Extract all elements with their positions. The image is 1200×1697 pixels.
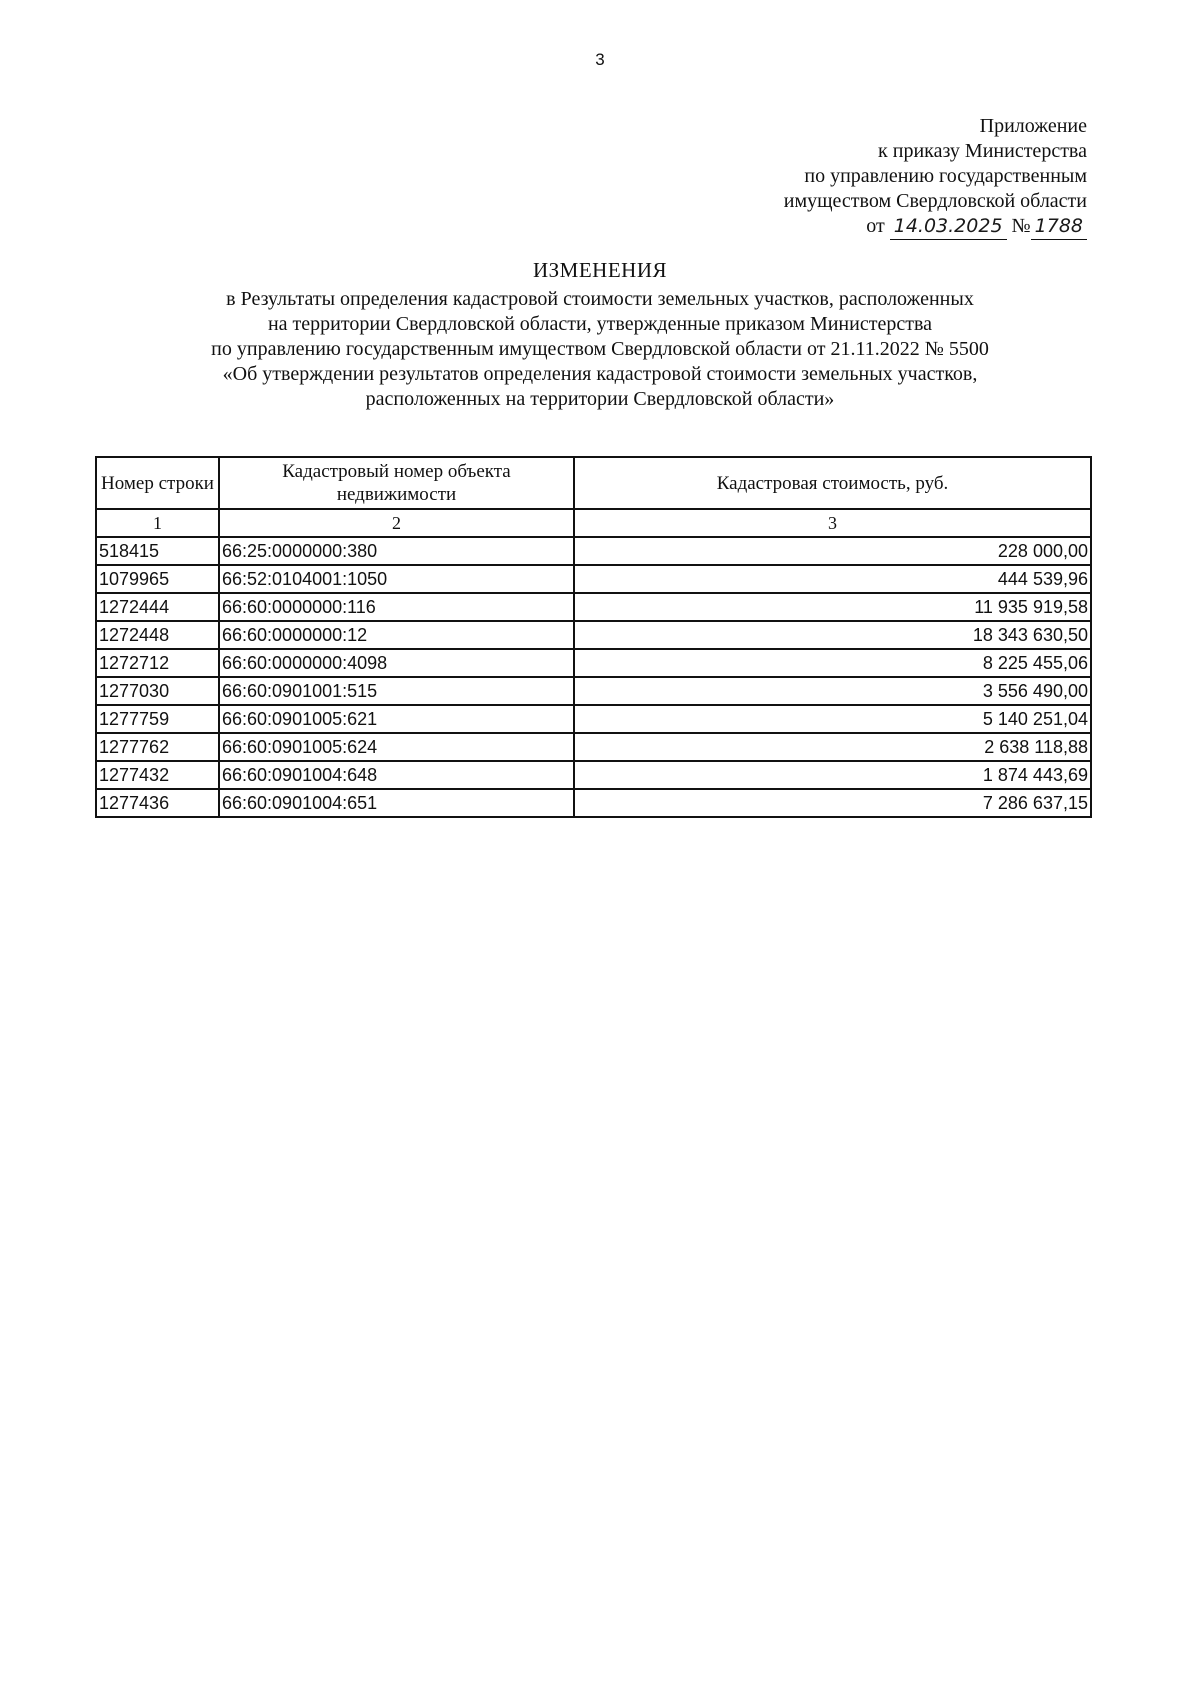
cadastral-number-cell: 66:52:0104001:1050: [219, 565, 574, 593]
document-title: ИЗМЕНЕНИЯ: [532, 258, 668, 282]
appendix-line: Приложение: [979, 115, 1087, 137]
order-date-number: [784, 214, 1087, 240]
column-number: 1: [96, 509, 219, 537]
table-row: [96, 593, 1091, 621]
cadastral-value-cell: 18 343 630,50: [574, 621, 1091, 649]
document-subtitle: [0, 287, 1200, 412]
row-number-cell: 1277759: [96, 705, 219, 733]
table-row: [96, 761, 1091, 789]
subtitle-line: расположенных на территории Свердловской области»: [365, 388, 835, 410]
cadastral-value-cell: 1 874 443,69: [574, 761, 1091, 789]
cadastral-number-cell: 66:60:0901005:624: [219, 733, 574, 761]
cadastral-number-cell: 66:60:0901005:621: [219, 705, 574, 733]
subtitle-line: на территории Свердловской области, утвержденные приказом Министерства: [267, 313, 933, 335]
date-prefix: от: [866, 215, 885, 237]
column-number: 3: [574, 509, 1091, 537]
cadastral-value-cell: 2 638 118,88: [574, 733, 1091, 761]
table-row: [96, 677, 1091, 705]
row-number-cell: 1277432: [96, 761, 219, 789]
table-body: [96, 537, 1091, 817]
cadastral-number-cell: 66:60:0901004:648: [219, 761, 574, 789]
row-number-cell: 1277436: [96, 789, 219, 817]
row-number-cell: 518415: [96, 537, 219, 565]
cadastral-value-cell: 11 935 919,58: [574, 593, 1091, 621]
handwritten-number: 1788: [1031, 214, 1087, 240]
header-cadastral-value: Кадастровая стоимость, руб.: [574, 457, 1091, 509]
cadastral-value-cell: 3 556 490,00: [574, 677, 1091, 705]
table-header-row: [96, 457, 1091, 509]
header-cadastral-number: Кадастровый номер объекта недвижимости: [219, 457, 574, 509]
page-number: 3: [595, 50, 605, 69]
row-number-cell: 1277762: [96, 733, 219, 761]
cadastral-value-cell: 8 225 455,06: [574, 649, 1091, 677]
row-number-cell: 1079965: [96, 565, 219, 593]
appendix-line: имуществом Свердловской области: [783, 190, 1087, 212]
cadastral-value-cell: 7 286 637,15: [574, 789, 1091, 817]
subtitle-line: по управлению государственным имуществом Свердловской области от 21.11.2022 № 5500: [211, 338, 989, 360]
table-row: [96, 537, 1091, 565]
appendix-block: [784, 114, 1087, 240]
cadastral-number-cell: 66:25:0000000:380: [219, 537, 574, 565]
subtitle-line: «Об утверждении результатов определения кадастровой стоимости земельных участков,: [222, 363, 978, 385]
column-number: 2: [219, 509, 574, 537]
appendix-line: к приказу Министерства: [878, 140, 1087, 162]
cadastral-number-cell: 66:60:0901004:651: [219, 789, 574, 817]
cadastral-number-cell: 66:60:0000000:12: [219, 621, 574, 649]
row-number-cell: 1272712: [96, 649, 219, 677]
row-number-cell: 1272448: [96, 621, 219, 649]
cadastral-number-cell: 66:60:0901001:515: [219, 677, 574, 705]
table-row: [96, 705, 1091, 733]
table-row: [96, 733, 1091, 761]
cadastral-values-table: [95, 456, 1092, 818]
table-row: [96, 789, 1091, 817]
header-row-number: Номер строки: [96, 457, 219, 509]
appendix-line: по управлению государственным: [804, 165, 1087, 187]
table-row: [96, 621, 1091, 649]
row-number-cell: 1277030: [96, 677, 219, 705]
cadastral-number-cell: 66:60:0000000:116: [219, 593, 574, 621]
table-row: [96, 565, 1091, 593]
table-row: [96, 649, 1091, 677]
cadastral-number-cell: 66:60:0000000:4098: [219, 649, 574, 677]
cadastral-value-cell: 5 140 251,04: [574, 705, 1091, 733]
handwritten-date: 14.03.2025: [890, 214, 1007, 240]
row-number-cell: 1272444: [96, 593, 219, 621]
subtitle-line: в Результаты определения кадастровой стоимости земельных участков, расположенных: [226, 288, 974, 310]
column-number-row: [96, 509, 1091, 537]
cadastral-value-cell: 444 539,96: [574, 565, 1091, 593]
number-prefix: №: [1011, 215, 1031, 237]
cadastral-value-cell: 228 000,00: [574, 537, 1091, 565]
